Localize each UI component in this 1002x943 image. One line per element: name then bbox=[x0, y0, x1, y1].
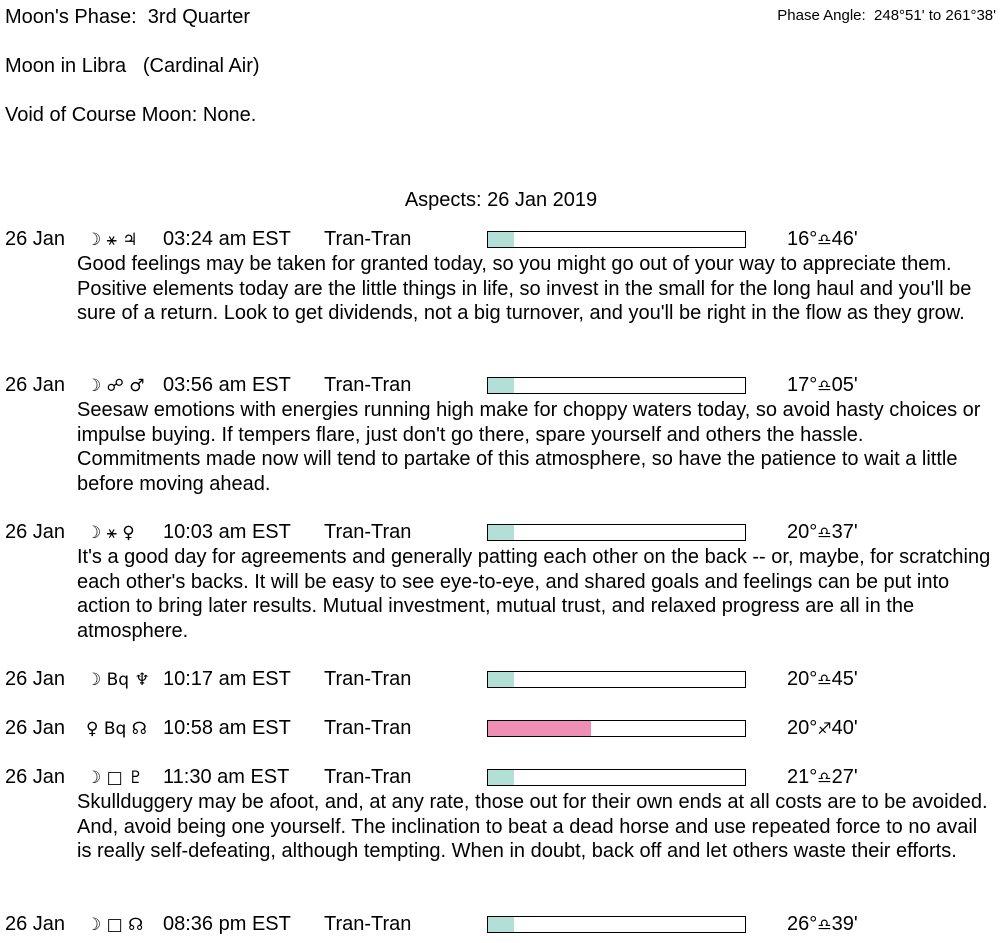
position-degrees: 16° bbox=[787, 228, 818, 250]
zodiac-sign-icon: ♎ bbox=[817, 230, 832, 249]
aspect-glyphs: ☽ ⚹ ♃ bbox=[86, 230, 138, 250]
aspect-time: 10:58 am EST bbox=[163, 717, 291, 739]
position-minutes: 45' bbox=[831, 668, 858, 690]
aspect-strength-fill bbox=[488, 525, 514, 540]
position-degrees: 20° bbox=[787, 521, 818, 543]
phase-angle: Phase Angle: 248°51' to 261°38' bbox=[777, 7, 996, 24]
zodiac-sign-icon: ♐ bbox=[817, 719, 832, 738]
aspect-strength-bar bbox=[487, 769, 746, 786]
zodiac-sign-icon: ♎ bbox=[817, 376, 832, 395]
moon-phase: Moon's Phase: 3rd Quarter bbox=[5, 6, 251, 28]
position-degrees: 26° bbox=[787, 913, 818, 935]
aspect-row bbox=[0, 374, 1002, 398]
aspect-row bbox=[0, 668, 1002, 692]
zodiac-sign-icon: ♎ bbox=[817, 768, 832, 787]
aspect-position bbox=[787, 717, 858, 740]
aspect-description: Good feelings may be taken for granted today, so you might go out of your way to appreciate them. Positive elements today are the little things in life, so invest in the small for the long haul and you'll be sure of a return. Look to get dividends, not a big turnover, and you'll be right in the flow as they grow. bbox=[77, 253, 972, 324]
void-of-course: Void of Course Moon: None. bbox=[5, 104, 257, 126]
position-degrees: 20° bbox=[787, 668, 818, 690]
aspect-time: 03:56 am EST bbox=[163, 374, 291, 396]
position-degrees: 21° bbox=[787, 766, 818, 788]
aspect-strength-fill bbox=[488, 917, 514, 932]
aspect-position bbox=[787, 668, 858, 691]
aspect-glyphs: ☽ ☍ ♂ bbox=[86, 376, 145, 396]
aspect-time: 08:36 pm EST bbox=[163, 913, 291, 935]
aspect-glyphs: ☽ □ ☊ bbox=[86, 915, 144, 935]
aspect-glyphs: ☽ □ ♇ bbox=[86, 768, 144, 788]
aspect-strength-bar bbox=[487, 231, 746, 248]
aspect-glyphs: ♀ Bq ☊ bbox=[86, 719, 147, 739]
position-minutes: 27' bbox=[831, 766, 858, 788]
aspect-time: 03:24 am EST bbox=[163, 228, 291, 250]
moon-sign: Moon in Libra (Cardinal Air) bbox=[5, 55, 260, 77]
aspect-glyphs: ☽ ⚹ ♀ bbox=[86, 523, 135, 543]
aspect-kind: Tran-Tran bbox=[324, 228, 412, 250]
position-minutes: 37' bbox=[831, 521, 858, 543]
aspect-date: 26 Jan bbox=[5, 374, 66, 396]
aspect-row bbox=[0, 228, 1002, 252]
aspect-position bbox=[787, 228, 858, 251]
aspect-strength-fill bbox=[488, 770, 514, 785]
position-minutes: 40' bbox=[831, 717, 858, 739]
aspect-description: It's a good day for agreements and generally patting each other on the back -- or, maybe, for scratching each other's backs. It will be easy to see eye-to-eye, and shared goals and feelings can be put into action to bring later results. Mutual investment, mutual trust, and relaxed progress are all in the atmosphere. bbox=[77, 546, 991, 642]
aspect-kind: Tran-Tran bbox=[324, 374, 412, 396]
aspect-strength-bar bbox=[487, 524, 746, 541]
position-degrees: 20° bbox=[787, 717, 818, 739]
aspect-row bbox=[0, 521, 1002, 545]
aspect-date: 26 Jan bbox=[5, 668, 66, 690]
aspect-description: Seesaw emotions with energies running high make for choppy waters today, so avoid hasty choices or impulse buying. If tempers flare, just don't go there, spare yourself and others the hassle. Commitments made now will tend to partake of this atmosphere, so have the patience to wait a little before moving ahead. bbox=[77, 399, 981, 495]
aspect-time: 10:03 am EST bbox=[163, 521, 291, 543]
aspect-strength-bar bbox=[487, 671, 746, 688]
aspect-row bbox=[0, 766, 1002, 790]
aspect-kind: Tran-Tran bbox=[324, 717, 412, 739]
aspect-date: 26 Jan bbox=[5, 913, 66, 935]
aspect-description: Skullduggery may be afoot, and, at any rate, those out for their own ends at all costs are to be avoided. And, avoid being one yourself. The inclination to beat a dead horse and use repeated force to no avail is really self-defeating, although tempting. When in doubt, back off and let others waste their efforts. bbox=[77, 791, 988, 862]
aspect-strength-fill bbox=[488, 672, 514, 687]
aspect-position bbox=[787, 913, 858, 936]
aspect-date: 26 Jan bbox=[5, 717, 66, 739]
aspect-kind: Tran-Tran bbox=[324, 913, 412, 935]
position-minutes: 39' bbox=[831, 913, 858, 935]
aspect-date: 26 Jan bbox=[5, 228, 66, 250]
aspect-kind: Tran-Tran bbox=[324, 766, 412, 788]
aspect-glyphs: ☽ Bq ♆ bbox=[86, 670, 150, 690]
aspect-date: 26 Jan bbox=[5, 521, 66, 543]
aspect-strength-fill bbox=[488, 378, 514, 393]
aspects-title: Aspects: 26 Jan 2019 bbox=[404, 189, 598, 211]
aspect-position bbox=[787, 766, 858, 789]
aspect-strength-bar bbox=[487, 916, 746, 933]
aspect-time: 11:30 am EST bbox=[163, 766, 290, 788]
aspect-row bbox=[0, 913, 1002, 937]
zodiac-sign-icon: ♎ bbox=[817, 523, 832, 542]
position-minutes: 46' bbox=[831, 228, 858, 250]
position-degrees: 17° bbox=[787, 374, 818, 396]
aspect-strength-bar bbox=[487, 377, 746, 394]
aspect-row bbox=[0, 717, 1002, 741]
aspect-date: 26 Jan bbox=[5, 766, 66, 788]
aspect-strength-fill bbox=[488, 721, 591, 736]
zodiac-sign-icon: ♎ bbox=[817, 670, 832, 689]
aspect-strength-bar bbox=[487, 720, 746, 737]
aspect-kind: Tran-Tran bbox=[324, 521, 412, 543]
aspect-position bbox=[787, 374, 858, 397]
aspect-time: 10:17 am EST bbox=[163, 668, 291, 690]
aspect-strength-fill bbox=[488, 232, 514, 247]
zodiac-sign-icon: ♎ bbox=[817, 915, 832, 934]
aspect-kind: Tran-Tran bbox=[324, 668, 412, 690]
position-minutes: 05' bbox=[831, 374, 858, 396]
aspect-position bbox=[787, 521, 858, 544]
